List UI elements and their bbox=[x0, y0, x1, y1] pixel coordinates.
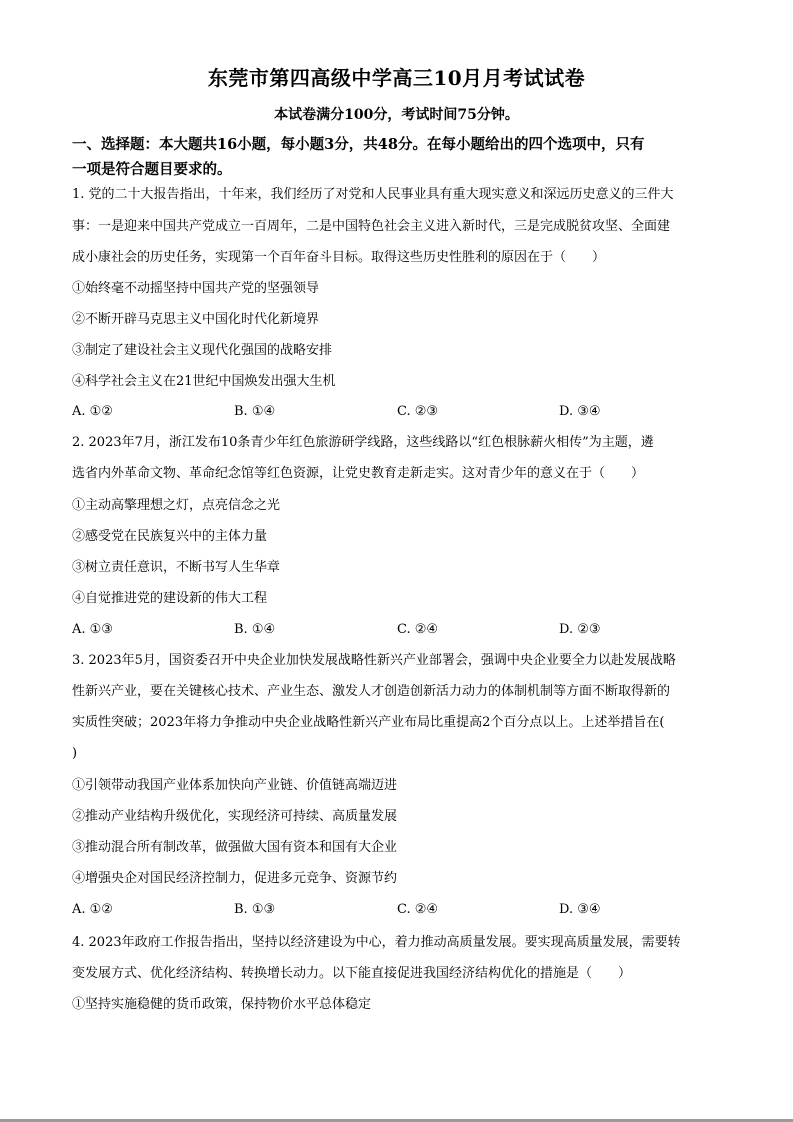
question-2-option-c: C. ②④ bbox=[397, 622, 439, 637]
question-3-option-c: C. ②④ bbox=[397, 902, 439, 917]
question-1-option-b: B. ①④ bbox=[234, 404, 276, 419]
question-2-stem-line: 选省内外革命文物、革命纪念馆等红色资源，让党史教育走新走实。这对青少年的意义在于（ ） bbox=[72, 466, 645, 481]
question-2-statement: ②感受党在民族复兴中的主体力量 bbox=[72, 529, 268, 544]
question-4-stem-line: 变发展方式、优化经济结构、转换增长动力。以下能直接促进我国经济结构优化的措施是（ ） bbox=[72, 966, 632, 981]
question-3-option-b: B. ①③ bbox=[234, 902, 276, 917]
question-4-statement: ①坚持实施稳健的货币政策，保持物价水平总体稳定 bbox=[72, 997, 372, 1012]
exam-title: 东莞市第四高级中学高三10月月考试试卷 bbox=[207, 66, 586, 90]
question-2-stem-line: 2. 2023年7月，浙江发布10条青少年红色旅游研学线路，这些线路以“红色根脉薪火相传”为主题，遴 bbox=[72, 435, 654, 450]
question-3-statement: ①引领带动我国产业体系加快向产业链、价值链高端迈进 bbox=[72, 778, 398, 793]
question-3-stem-line: 实质性突破；2023年将力争推动中央企业战略性新兴产业布局比重提高2个百分点以上。上述举措旨在( bbox=[72, 715, 665, 730]
question-2-statement: ①主动高擎理想之灯，点亮信念之光 bbox=[72, 498, 281, 513]
question-3-stem-line: ) bbox=[72, 746, 78, 761]
question-3-statement: ④增强央企对国民经济控制力，促进多元竞争、资源节约 bbox=[72, 871, 398, 886]
question-2-statement: ④自觉推进党的建设新的伟大工程 bbox=[72, 591, 268, 606]
question-3-stem-line: 3. 2023年5月，国资委召开中央企业加快发展战略性新兴产业部署会，强调中央企业要全力以赴发展战略 bbox=[72, 653, 676, 668]
section-heading-line: 一项是符合题目要求的。 bbox=[72, 161, 232, 178]
question-1-option-c: C. ②③ bbox=[397, 404, 439, 419]
question-3-statement: ③推动混合所有制改革，做强做大国有资本和国有大企业 bbox=[72, 840, 398, 855]
question-3-statement: ②推动产业结构升级优化，实现经济可持续、高质量发展 bbox=[72, 809, 398, 824]
question-2-option-d: D. ②③ bbox=[559, 622, 601, 637]
question-2-option-a: A. ①③ bbox=[72, 622, 113, 637]
question-1-statement: ①始终毫不动摇坚持中国共产党的坚强领导 bbox=[72, 281, 320, 296]
section-heading-line: 一、选择题：本大题共16小题，每小题3分，共48分。在每小题给出的四个选项中，只有 bbox=[72, 136, 645, 153]
question-1-statement: ④科学社会主义在21世纪中国焕发出强大生机 bbox=[72, 374, 336, 389]
question-3-stem-line: 性新兴产业，要在关键核心技术、产业生态、激发人才创造创新活力动力的体制机制等方面不断取得新的 bbox=[72, 684, 671, 699]
question-2-statement: ③树立责任意识，不断书写人生华章 bbox=[72, 560, 281, 575]
question-3-option-a: A. ①② bbox=[72, 902, 113, 917]
section-heading bbox=[72, 132, 722, 182]
question-1-option-a: A. ①② bbox=[72, 404, 113, 419]
question-3-option-d: D. ③④ bbox=[559, 902, 601, 917]
question-1-stem-line: 事：一是迎来中国共产党成立一百周年，二是中国特色社会主义进入新时代，三是完成脱贫攻坚、全面建 bbox=[72, 219, 671, 234]
question-2-option-b: B. ①④ bbox=[234, 622, 276, 637]
question-1-option-d: D. ③④ bbox=[559, 404, 601, 419]
exam-subtitle: 本试卷满分100分，考试时间75分钟。 bbox=[274, 107, 519, 123]
question-1-statement: ②不断开辟马克思主义中国化时代化新境界 bbox=[72, 312, 320, 327]
question-1-statement: ③制定了建设社会主义现代化强国的战略安排 bbox=[72, 343, 333, 358]
question-1-stem-line: 1. 党的二十大报告指出，十年来，我们经历了对党和人民事业具有重大现实意义和深远历史意义的三件大 bbox=[72, 187, 674, 202]
question-4-stem-line: 4. 2023年政府工作报告指出，坚持以经济建设为中心，着力推动高质量发展。要实现高质量发展，需要转 bbox=[72, 935, 681, 950]
question-1-stem-line: 成小康社会的历史任务，实现第一个百年奋斗目标。取得这些历史性胜利的原因在于（ ） bbox=[72, 250, 606, 265]
